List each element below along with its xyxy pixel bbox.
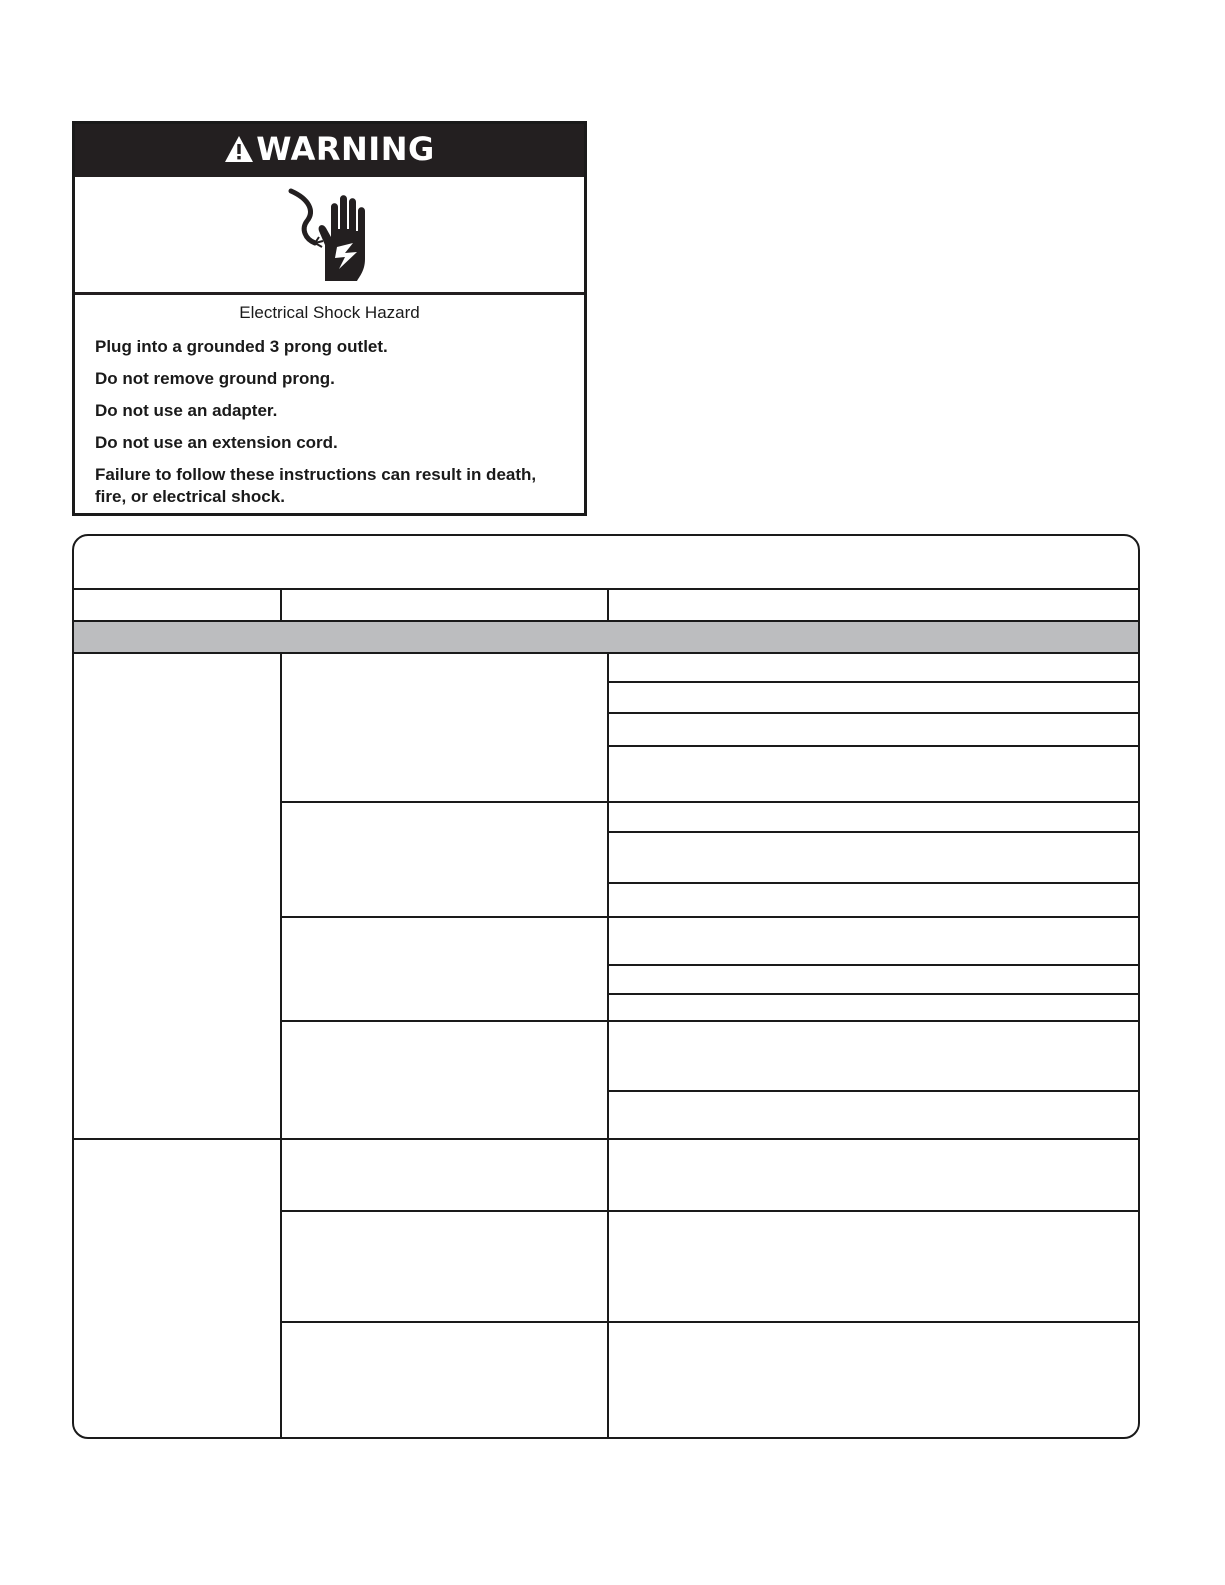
solution-row-divider [609,993,1138,995]
hazard-title: Electrical Shock Hazard [239,303,420,322]
warning-pictogram-row [75,174,584,295]
solution-row-divider [609,681,1138,683]
cause-row-divider [282,1020,1138,1022]
solution-row-divider [609,712,1138,714]
column-divider-2 [607,588,609,622]
hazard-consequence: Failure to follow these instructions can result in death, fire, or electrical shock. [95,465,537,506]
cause-row-divider [282,916,1138,918]
warning-panel [72,121,587,516]
electrical-shock-hand-icon [285,185,375,285]
hazard-instruction: Do not use an extension cord. [95,433,338,452]
solution-row-divider [609,745,1138,747]
cause-row-divider [282,801,1138,803]
hazard-instruction: Do not remove ground prong. [95,369,335,388]
hazard-instruction: Do not use an adapter. [95,401,278,420]
column-divider-1 [280,588,282,622]
hazard-instruction: Plug into a grounded 3 prong outlet. [95,337,388,356]
troubleshooting-table [72,534,1140,1439]
warning-triangle-icon [224,135,254,163]
section-band [74,622,1138,652]
warning-title: WARNING [256,130,435,168]
solution-row-divider [609,831,1138,833]
section-band-divider [74,652,1138,654]
problem-row-divider [74,1138,1138,1140]
column-divider-2 [607,652,609,1437]
solution-row-divider [609,964,1138,966]
table-title-divider [74,588,1138,590]
solution-row-divider [609,1090,1138,1092]
cause-row-divider [282,1321,1138,1323]
warning-body [75,295,584,508]
column-divider-1 [280,652,282,1437]
warning-header [75,124,584,174]
cause-row-divider [282,1210,1138,1212]
solution-row-divider [609,882,1138,884]
